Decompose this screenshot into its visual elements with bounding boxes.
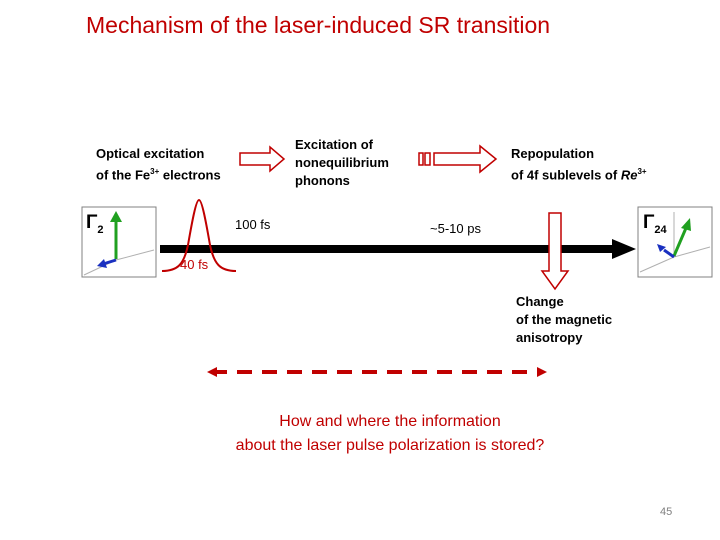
gamma2-label: $\Gamma_2$	[86, 212, 104, 236]
slide-title: Mechanism of the laser-induced SR transition	[86, 12, 551, 38]
phonons-line2: nonequilibrium	[295, 155, 389, 170]
question-text	[150, 410, 630, 458]
optical-excitation-line1: Optical excitation	[96, 146, 205, 161]
time-ps-label: ~5-10 ps	[430, 221, 481, 236]
page-number: 45	[660, 506, 673, 518]
hollow-arrow-1	[240, 147, 284, 171]
repopulation-line1: Repopulation	[511, 146, 595, 161]
anisotropy-label	[516, 293, 612, 347]
question-line1: How and where the information	[279, 413, 501, 430]
anisotropy-line1: Change	[516, 294, 564, 309]
striped-arrow-2	[419, 146, 496, 172]
phonons-line3: phonons	[295, 173, 350, 188]
phonons-line1: Excitation of	[295, 137, 374, 152]
phonon-excitation-label	[295, 136, 389, 190]
repopulation-line2: of 4f sublevels of $Re^{3+}$	[511, 167, 647, 183]
optical-excitation-label	[96, 145, 221, 184]
time-axis-arrowhead	[612, 239, 636, 259]
gamma24-label: $\Gamma_{24}$	[643, 212, 667, 236]
anisotropy-line3: anisotropy	[516, 330, 583, 345]
time-100fs-label: 100 fs	[235, 217, 271, 232]
repopulation-label	[511, 145, 647, 184]
pulse-duration-label: 40 fs	[180, 257, 209, 272]
question-line2: about the laser pulse polarization is stored?	[235, 437, 545, 454]
anisotropy-line2: of the magnetic	[516, 312, 613, 327]
optical-excitation-line2: of the $Fe^{3+}$ electrons	[96, 167, 221, 183]
